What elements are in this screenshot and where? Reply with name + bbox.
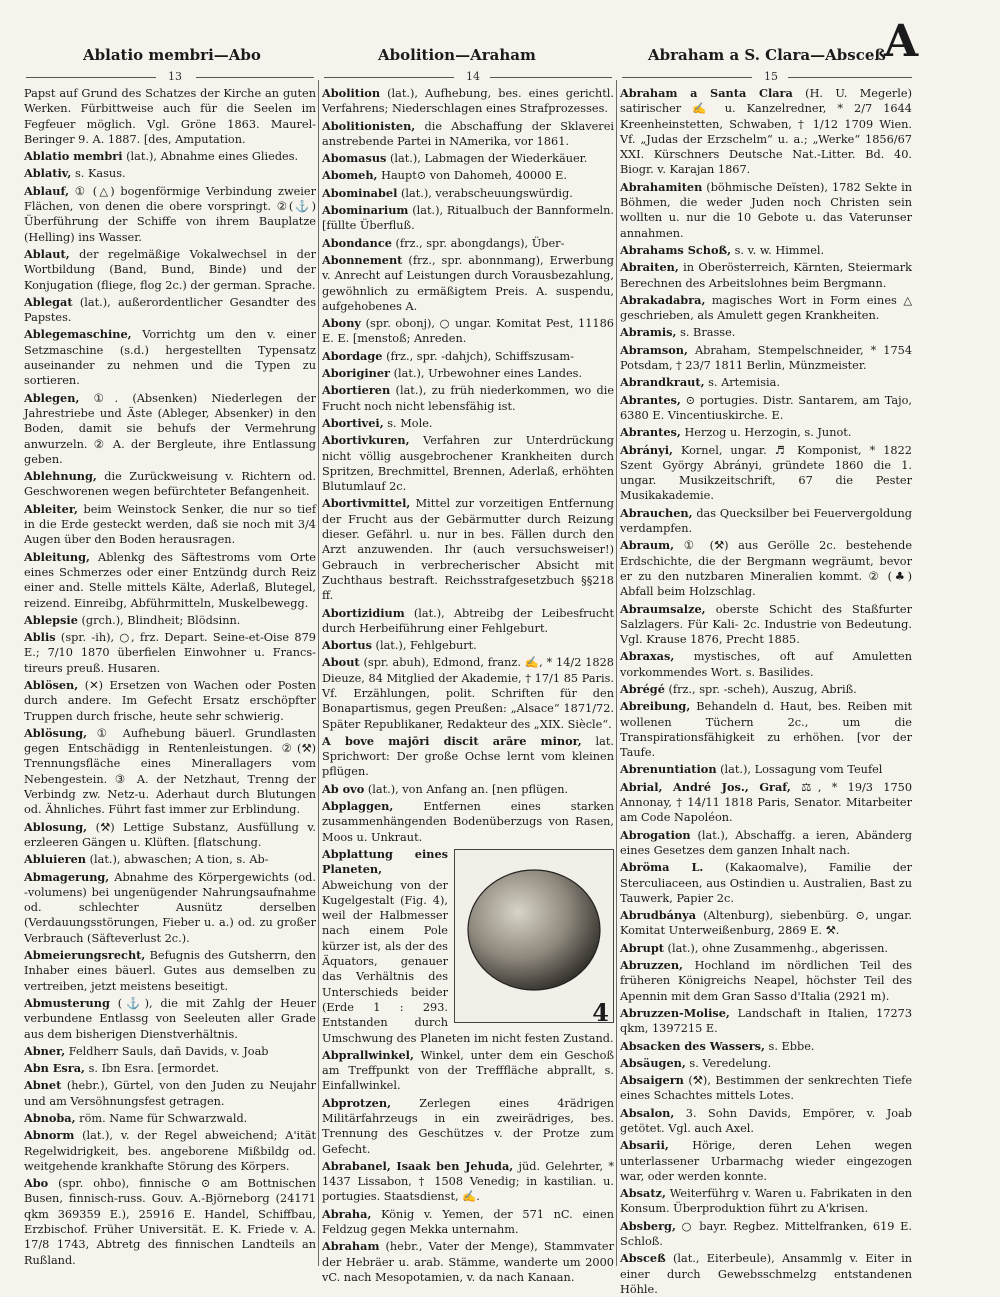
entry-definition: s. Kasus. [74,167,126,181]
entry-definition: Abweichung von der Kugelgestalt (Fig. 4), weil der Halbmesser nach einem Pole kürzer ist, als der des Äquators, genauer das Verhältnis des Unterschieds beider (Erde 1 : 293. Entstanden durch Umschwung des Planeten im nicht festen Zustand. [322,878,614,1045]
entry-headword: Ablösen, [24,677,79,692]
entry-headword: Abortieren [322,383,391,398]
entry-definition: Abnahme des Körpergewichts (od. -volumens) bei ungenügender Nahrungsaufnahme od. schlechter Ausnütz derselben (Verdauungsstörungen, Fieber u. a.) od. zu großer Verbrauch (Säfteverlust 2c.). [24,870,317,945]
dictionary-entry [620,260,912,291]
entry-headword: Ablaut, [24,246,70,261]
entry-definition: (frz., spr. abonnmang), Erwerbung v. Anrecht auf Leistungen durch Vorausbezahlung, gewöhnlich zu ermäßigtem Preis. A. suspendu, aufgehobenes A. [322,253,614,313]
dictionary-entry [620,293,912,324]
dictionary-entry [620,699,912,760]
entry-headword: Abondance [322,235,392,250]
entry-headword: Abortivei, [322,415,384,430]
entry-headword: Abordage [322,348,383,363]
dictionary-entry [620,1219,912,1250]
entry-definition: (lat.), verabscheuungswürdig. [400,186,573,200]
entry-headword: Abmagerung, [24,869,110,884]
entry-headword: Abmeierungsrecht, [24,948,146,963]
entry-headword: Abröma L. [620,860,704,875]
header-rule [26,77,156,78]
entry-headword: Abortizidium [322,605,405,620]
entry-definition: (⚒), Bestimmen der senkrechten Tiefe eines Schachtes mittels Lotes. [620,1074,913,1103]
dictionary-entry [620,649,912,680]
entry-headword: Abnet [24,1078,62,1093]
entry-definition: ⚖, * 19/3 1750 Annonay, † 14/11 1818 Paris, Senator. Mitarbeiter am Code Napoléon. [620,780,912,825]
entry-headword: Abrial, André Jos., Graf, [620,779,791,794]
dictionary-entry [24,184,316,245]
entry-definition: Entfernen eines starken zusammenhängenden Bodenüberzugs von Rasen, Moos u. Unkraut. [322,800,615,844]
entry-headword: Abolition [322,86,381,100]
entry-headword: A bove majōri discit arāre minor, [322,733,582,748]
entry-definition: Ablenkg des Säftestroms vom Orte eines Schmerzes oder einer Entzündg durch Reiz einer and. Stelle mittels Kälte, Aderlaß, Blutegel, reizend. Einreibg, Abführmitteln, Muskelbewegg. [24,550,316,610]
entry-headword: Abraumsalze, [620,601,706,616]
entry-definition: ① (⚒) aus Gerölle 2c. bestehende Erdschichte, die der Bergmann wegräumt, bevor er zu den nutzbaren Mineralien kommt. ② (♣) Abfall beim Holzschlag. [620,539,913,599]
dictionary-entry [620,443,912,504]
entry-definition: Vorrichtg um den v. einer Setzmaschine (s.d.) hergestellten Typensatz auseinander zu nehmen und die Typen zu sortieren. [24,328,317,388]
entry-headword: Ableiter, [24,501,78,516]
entry-definition: Behandeln d. Haut, bes. Reiben mit wollenen Tüchern 2c., um die Transpirationsfähigkeit zu erhöhen. [vor der Taufe. [620,700,912,760]
entry-headword: Ablativ, [24,166,72,181]
header-right: Abraham a S. Clara—Absceß [648,46,886,64]
entry-definition: s. Ibn Esra. [ermordet. [88,1062,219,1076]
dictionary-entry [322,168,614,183]
dictionary-entry [322,316,614,347]
dictionary-entry [620,1039,912,1054]
dictionary-entry [322,236,614,251]
entry-definition: (lat.), Aufhebung, bes. eines gerichtl. Verfahrens; Niederschlagen eines Strafprozesses. [322,87,615,116]
dictionary-entry [322,1096,614,1157]
dictionary-entry [620,1073,912,1104]
dictionary-entry [24,820,316,851]
entry-definition: das Quecksilber bei Feuervergoldung verdampfen. [620,506,912,536]
entry-definition: (lat.), Abschaffg. a ieren, Abänderg eines Gesetzes dem ganzen Inhalt nach. [620,828,913,857]
entry-headword: Abrogation [620,827,691,842]
entry-definition: (lat.), ohne Zusammenhg., abgerissen. [667,941,889,955]
header-rule [196,77,314,78]
entry-definition: Herzog u. Herzogin, s. Junot. [684,426,852,440]
entry-headword: Abnorm [24,1128,75,1143]
entry-headword: Absaigern [620,1073,684,1088]
header-left: Ablatio membri—Abo [83,46,261,64]
entry-definition: (Kakaomalve), Familie der Sterculiaceen, aus Ostindien u. Australien, Bast zu Tauwerk, Papier 2c. [620,861,913,905]
entry-headword: Abn Esra, [24,1061,85,1076]
entry-headword: Ablosung, [24,819,88,834]
entry-definition: Zerlegen eines 4rädrigen Militärfahrzeugs in ein zweirädriges, bes. Trennung des Geschützes v. der Protze zum Gefecht. [322,1096,614,1156]
entry-definition: Feldherr Sauls, dañ Davids, v. Joab [68,1044,269,1058]
dictionary-entry [24,1078,316,1109]
entry-definition: (Altenburg), siebenbürg. ⊙, ungar. Komitat Unterweißenburg, 2869 E. ⚒. [620,909,912,938]
dictionary-entry [24,1061,316,1076]
column-middle [322,86,615,1284]
entry-headword: Abrantes, [620,425,681,440]
dictionary-entry [24,1111,316,1126]
entry-definition: s. Veredelung. [689,1056,772,1070]
dictionary-entry [620,860,912,906]
dictionary-entry [322,203,614,234]
entry-headword: Abmusterung [24,995,110,1010]
dictionary-entry [620,375,912,390]
entry-definition: mystisches, oft auf Amuletten vorkommendes Wort. s. Basilides. [620,650,912,679]
entry-headword: About [322,655,360,670]
entry-definition: (lat.), von Anfang an. [nen pflügen. [367,782,569,796]
dictionary-entry [620,682,912,697]
entry-headword: Abolitionisten, [322,118,416,133]
entry-headword: Abominarium [322,203,409,218]
dictionary-entry [24,852,316,867]
entry-headword: Abrudbánya [620,908,697,923]
entry-definition: Hochland im nördlichen Teil des früheren Königreichs Neapel, höchster Teil des Apennin mit dem Gran Sasso d'Italia (2921 m). [620,959,912,1003]
dictionary-entry [620,243,912,258]
entry-headword: Abramis, [620,325,677,340]
figure-number: 4 [592,997,609,1027]
entry-definition: (lat.), abwaschen; A tion, s. Ab- [89,853,269,867]
entry-definition: (spr. abuh), Edmond, franz. ✍, * 14/2 1828 Dieuze, 84 Mitglied der Akademie, † 17/1 85 Paris. Vf. Erzählungen, polit. Schriften für den Bonapartismus, gegen Preußen: „Alsace“ 1871/72. Später Republikaner, Redakteur des „XIX. Siècle“. [322,656,614,731]
dictionary-entry [322,799,614,845]
entry-definition: (frz., spr. abongdangs), Über- [395,236,565,250]
entry-definition: (hebr., Vater der Menge), Stammvater der Hebräer u. arab. Stämme, wanderte um 2000 vC. nach Mesopotamien, v. da nach Kanaan. [322,1240,614,1284]
entry-headword: Abruzzen-Molise, [620,1005,730,1020]
entry-headword: Abrahamiten [620,179,703,194]
dictionary-entry [620,762,912,777]
entry-definition: Abraham, Stempelschneider, * 1754 Potsdam, † 23/7 1811 Berlin, Münzmeister. [620,343,913,373]
entry-headword: Abrégé [620,681,665,696]
entry-definition: Kornel, ungar. ♬ Komponist, * 1822 Szent György Abrányi, gründete 1860 die 1. ungar. Musikzeitschrift, 67 die Pester Musikakademie. [620,443,912,503]
dictionary-entry [322,847,614,1046]
entry-definition: Winkel, unter dem ein Geschoß am Treffpunkt von der Trefffläche abprallt, s. Einfallwinkel. [322,1048,614,1093]
entry-headword: Abruzzen, [620,958,683,973]
column-right [620,86,913,1296]
dictionary-entry [322,496,614,603]
dictionary-entry [322,366,614,381]
entry-definition: magisches Wort in Form eines △ geschrieben, als Amulett gegen Krankheiten. [620,293,913,323]
dictionary-entry [322,734,614,780]
entry-definition: oberste Schicht des Staßfurter Salzlagers. Für Kali- 2c. Industrie von Bedeutung. Vgl. Krause 1876, Precht 1885. [620,602,912,647]
entry-headword: Abrabanel, Isaak ben Jehuda, [322,1158,514,1173]
entry-headword: Abramson, [620,342,688,357]
dictionary-entry [24,726,316,818]
dictionary-entry [24,870,316,946]
entry-headword: Abortus [322,638,372,653]
dictionary-entry [24,613,316,628]
entry-headword: Abraham a Santa Clara [620,86,793,100]
entry-headword: Absberg, [620,1218,676,1233]
dictionary-entry [620,1006,912,1037]
dictionary-entry [322,1048,614,1094]
dictionary-entry [322,1239,614,1285]
dictionary-entry [24,1176,316,1268]
dictionary-entry [620,180,912,241]
entry-definition: die Zurückweisung v. Richtern od. Geschworenen wegen befürchteter Befangenheit. [24,470,317,499]
dictionary-entry [620,506,912,537]
entry-definition: lat. Sprichwort: Der große Ochse lernt vom kleinen pflügen. [322,734,615,779]
header-rule [622,77,752,78]
dictionary-entry [322,606,614,637]
entry-definition: (lat.), Urbewohner eines Landes. [393,367,583,381]
entry-definition: (frz., spr. -scheh), Auszug, Abriß. [668,682,857,696]
entry-headword: Abrakadabra, [620,292,706,307]
entry-headword: Abomasus [322,151,387,166]
entry-headword: Absacken des Wassers, [620,1038,765,1053]
oblate-planet-illustration [455,850,613,1027]
entry-definition: (⚒) Lettige Substanz, Ausfüllung v. erzleeren Gängen u. Klüften. [flatschung. [24,820,317,849]
dictionary-entry [24,166,316,181]
entry-headword: Abominabel [322,185,398,200]
dictionary-entry [322,349,614,364]
entry-definition: (hebr.), Gürtel, von den Juden zu Neujahr und am Versöhnungsfest getragen. [24,1079,316,1108]
entry-definition: s. Brasse. [680,326,736,340]
entry-headword: Abo [24,1176,49,1191]
entry-headword: Abraiten, [620,260,679,275]
entry-definition: (lat.), Fehlgeburt. [375,639,477,653]
header-rule [788,77,912,78]
dictionary-entry [322,1159,614,1205]
entry-definition: (grch.), Blindheit; Blödsinn. [81,613,241,627]
entry-definition: jüd. Gelehrter, * 1437 Lissabon, † 1508 Venedig; in kastilian. u. portugies. Staatsdienst, ✍. [322,1159,614,1204]
dictionary-entry [620,1251,912,1297]
entry-definition: röm. Name für Schwarzwald. [79,1112,248,1125]
dictionary-entry [322,433,614,494]
dictionary-entry [322,383,614,414]
entry-headword: Abrauchen, [620,505,693,520]
entry-definition: Haupt⊙ von Dahomeh, 40000 E. [381,169,567,183]
dictionary-entry [24,247,316,293]
dictionary-entry [620,780,912,826]
entry-definition: (frz., spr. -dahjch), Schiffszusam- [386,349,574,363]
entry-headword: Absarii, [620,1138,669,1153]
entry-definition: König v. Yemen, der 571 nC. einen Feldzug gegen Mekka unternahm. [322,1207,615,1237]
dictionary-entry [322,86,614,117]
dictionary-entry [322,416,614,431]
entry-headword: Ablehnung, [24,469,97,484]
entry-headword: Abluieren [24,852,87,867]
entry-definition: s. v. w. Himmel. [734,243,825,257]
entry-definition: beim Weinstock Senker, die nur so tief in die Erde gesteckt werden, daß sie noch mit 3/4 Augen über den Boden herausragen. [24,502,316,547]
entry-definition: (lat.), Lossagung vom Teufel [720,763,883,777]
dictionary-entry [24,295,316,326]
entry-headword: Abraxas, [620,649,675,664]
entry-headword: Absalon, [620,1105,675,1120]
entry-headword: Abrandkraut, [620,375,705,390]
entry-definition: Befugnis des Gutsherrn, den Inhaber eines bäuerl. Gutes aus demselben zu vertreiben, jetzt meistens beseitigt. [24,949,317,993]
entry-headword: Ablegat [24,294,73,309]
dictionary-entry [322,638,614,653]
dictionary-entry [620,941,912,956]
page-number-middle: 14 [466,70,480,83]
dictionary-entry [24,678,316,724]
entry-definition: s. Mole. [387,416,433,430]
dictionary-entry [620,425,912,440]
entry-definition: Papst auf Grund des Schatzes der Kirche an guten Werken. Fürbittweise auch für die Seelen im Fegfeuer möglich. Vgl. Gröne 1863. Maurel-Beringer 9. A. 1887. [des, Amputation. [24,87,316,146]
entry-definition: (lat.), außerordentlicher Gesandter des Papstes. [24,295,316,325]
dictionary-entry [24,1128,316,1174]
entry-headword: Abprallwinkel, [322,1047,414,1062]
column-divider [616,80,617,1266]
entry-definition: Verfahren zur Unterdrückung nicht völlig ausgebrochener Krankheiten durch Spritzen, Brechmittel, Brennen, Aderlaß, erhöhten Blutumlauf 2c. [322,434,614,494]
entry-headword: Abortivkuren, [322,433,410,448]
entry-headword: Absceß [620,1251,666,1266]
section-letter: A [884,16,919,67]
column-left [24,86,316,1266]
entry-headword: Abrenuntiation [620,762,717,777]
entry-headword: Ablepsie [24,612,78,627]
header-middle: Abolition—Araham [378,46,536,64]
entry-definition: 3. Sohn Davids, Empörer, v. Joab getötet. Vgl. auch Axel. [620,1106,912,1135]
entry-headword: Ablis [24,630,56,645]
entry-headword: Abraha, [322,1206,372,1221]
entry-headword: Abner, [24,1043,66,1058]
entry-headword: Abony [322,316,361,331]
dictionary-entry [620,1106,912,1137]
entry-definition: (✕) Ersetzen von Wachen oder Posten durch andere. Im Gefecht Ersatz erschöpfter Truppen durch frische, heute sehr schwierig. [24,678,316,723]
entry-definition: Hörige, deren Lehen wegen unterlassener Urbarmachg wieder eingezogen war, oder werden konnte. [620,1139,913,1183]
dictionary-entry [24,948,316,994]
entry-definition: Mittel zur vorzeitigen Entfernung der Frucht aus der Gebärmutter durch Reizung dieser. Gefährl. u. nur in bes. Fällen durch den Arzt anzuwenden. Ihr (auch versuchsweiser!) Gebrauch in verbrecherischer Absicht mit Zuchthaus bestraft. Reichsstrafgesetzbuch §§218 ff. [322,497,614,603]
entry-headword: Abonnement [322,252,403,267]
entry-definition: (lat.), Abtreibg der Leibesfrucht durch Herbeiführung einer Fehlgeburt. [322,606,614,635]
entry-headword: Abnoba, [24,1111,76,1125]
dictionary-entry [24,550,316,611]
dictionary-entry [24,502,316,548]
dictionary-entry [322,1207,614,1238]
entry-definition: (H. U. Megerle) satirischer ✍ u. Kanzelredner, * 2/7 1644 Kreenheinstetten, Schwaben, † 1/12 1709 Wien. Vf. „Judas der Erzschelm“ u. a.; „Werke“ 1856/67 XXI. Kürschners Deutsche Nat.-Litter. Bd. 40. Biogr. v. Karajan 1867. [620,87,912,177]
entry-definition: (lat.), Abnahme eines Gliedes. [126,150,299,164]
entry-definition: ○ bayr. Regbez. Mittelfranken, 619 E. Schloß. [620,1219,912,1249]
entry-definition: der regelmäßige Vokalwechsel in der Wortbildung (Band, Bund, Binde) und der Konjugation (fliege, flog 2c.) der german. Sprache. [24,247,317,292]
dictionary-entry [24,391,316,467]
dictionary-entry [620,828,912,859]
entry-headword: Ablösung, [24,725,88,740]
entry-headword: Ableitung, [24,549,90,564]
entry-headword: Abortivmittel, [322,496,411,511]
dictionary-entry [322,782,614,797]
dictionary-entry [24,86,316,147]
entry-definition: ⊙ portugies. Distr. Santarem, am Tajo, 6380 E. Vincentiuskirche. E. [620,393,912,422]
entry-definition: (spr. obonj), ○ ungar. Komitat Pest, 11186 E. E. [menstoß; Anreden. [322,317,614,346]
entry-headword: Abprotzen, [322,1095,392,1110]
dictionary-entry [620,908,912,939]
dictionary-entry [620,1186,912,1217]
entry-headword: Ablauf, [24,183,70,198]
entry-headword: Ab ovo [322,781,365,796]
entry-definition: ① (△) bogenförmige Verbindung zweier Flächen, von denen die obere vorspringt. ②(⚓) Überführung der Schiffe von ihrem Bauplatze (Helling) ins Wasser. [24,184,316,244]
page-number-left: 13 [168,70,182,83]
entry-definition: Landschaft in Italien, 17273 qkm, 1397215 E. [620,1006,913,1036]
dictionary-entry [322,151,614,166]
dictionary-entry [322,655,614,731]
entry-headword: Abplaggen, [322,799,394,814]
column-divider [318,80,319,1266]
dictionary-entry [24,996,316,1042]
entry-definition: s. Artemisia. [708,376,780,390]
entry-headword: Ablegemaschine, [24,327,132,342]
header-rule [324,77,454,78]
entry-definition: (böhmische Deïsten), 1782 Sekte in Böhmen, die weder Juden noch Christen sein wollten u. nur die 10 Gebote u. das Vaterunser annahmen. [620,180,912,240]
dictionary-entry [322,119,614,150]
entry-headword: Absäugen, [620,1055,686,1070]
entry-definition: (lat., Eiterbeule), Ansammlg v. Eiter in einer durch Gewebsschmelzg entstandenen Höhle. [620,1252,913,1296]
entry-headword: Abrányi, [620,442,673,457]
entry-headword: Abrupt [620,940,664,955]
entry-definition: ① Aufhebung bäuerl. Grundlasten gegen Entschädigg in Rentenleistungen. ②(⚒) Trennungsfläche eines Minerallagers vom Nebengestein. ③ A. der Netzhaut, Trenng der Verbindg zw. Netz-u. Aderhaut durch Blutungen od. Ähnliches. Führt fast immer zur Erblindung. [24,726,316,817]
entry-headword: Abraum, [620,538,675,553]
entry-headword: Aboriginer [322,366,390,381]
entry-headword: Ablatio membri [24,149,123,164]
dictionary-entry [24,1044,316,1059]
dictionary-entry [620,86,912,178]
entry-headword: Absatz, [620,1186,666,1201]
entry-definition: (⚓), die mit Zahlg der Heuer verbundene Entlassg von Seeleuten aller Grade aus dem bisherigen Dienstverhältnis. [24,996,317,1041]
entry-definition: (spr. ohbo), finnische ⊙ am Bottnischen Busen, finnisch-russ. Gouv. A.-Björneborg (24171 qkm 369359 E.), 25916 E. Handel, Schiffbau, Erzbischof. Früher Universität. E. K. Friede v. A. 17/8 1743, Abtretg des finnischen Landteils an Rußland. [24,1177,316,1267]
dictionary-entry [620,538,912,599]
entry-headword: Ablegen, [24,390,80,405]
entry-headword: Abplattung eines Planeten, [322,846,448,877]
entry-definition: die Abschaffung der Sklaverei anstrebende Partei in NAmerika, vor 1861. [322,119,614,148]
entry-headword: Abrantes, [620,392,681,407]
dictionary-entry [620,393,912,424]
dictionary-entry [24,630,316,676]
dictionary-entry [24,469,316,500]
entry-definition: (lat.), zu früh niederkommen, wo die Frucht noch nicht lebensfähig ist. [322,384,614,413]
dictionary-entry [24,327,316,388]
dictionary-entry [620,958,912,1004]
dictionary-entry [620,325,912,340]
entry-headword: Abraham [322,1239,380,1254]
entry-definition: in Oberösterreich, Kärnten, Steiermark Berechnen des Arbeitslohnes beim Bergmann. [620,261,913,290]
entry-definition: ①. (Absenken) Niederlegen der Jahrestriebe und Äste (Ableger, Absenker) in den Boden, damit sie behufs der Vermehrung anwurzeln. ② A. der Bergleute, ihre Entlassung geben. [24,391,316,466]
planet-flattening-figure [454,849,614,1027]
entry-definition: (lat.), Ritualbuch der Bannformeln. [füllte Überfluß. [322,204,614,233]
dictionary-entry [620,343,912,374]
entry-headword: Abomeh, [322,168,378,183]
dictionary-entry [620,1056,912,1071]
page-number-right: 15 [764,70,778,83]
dictionary-entry [620,602,912,648]
header-rule [490,77,612,78]
dictionary-entry [24,149,316,164]
entry-definition: s. Ebbe. [768,1039,815,1053]
entry-definition: (spr. -ih), ○, frz. Depart. Seine-et-Oise 879 E.; 7/10 1870 überfielen Einwohner u. Francs-tireurs preuß. Husaren. [24,631,316,675]
dictionary-entry [620,1138,912,1184]
entry-definition: (lat.), v. der Regel abweichend; A'ität Regelwidrigkeit, bes. angeborene Mißbildg od. weitgehende krankhafte Störung des Körpers. [24,1129,316,1173]
entry-headword: Abreibung, [620,699,691,714]
dictionary-entry [322,253,614,314]
dictionary-entry [322,186,614,201]
entry-headword: Abrahams Schoß, [620,242,732,257]
entry-definition: (lat.), Labmagen der Wiederkäuer. [390,152,588,166]
entry-definition: Weiterführg v. Waren u. Fabrikaten in den Konsum. Überproduktion führt zu A'krisen. [620,1187,912,1216]
